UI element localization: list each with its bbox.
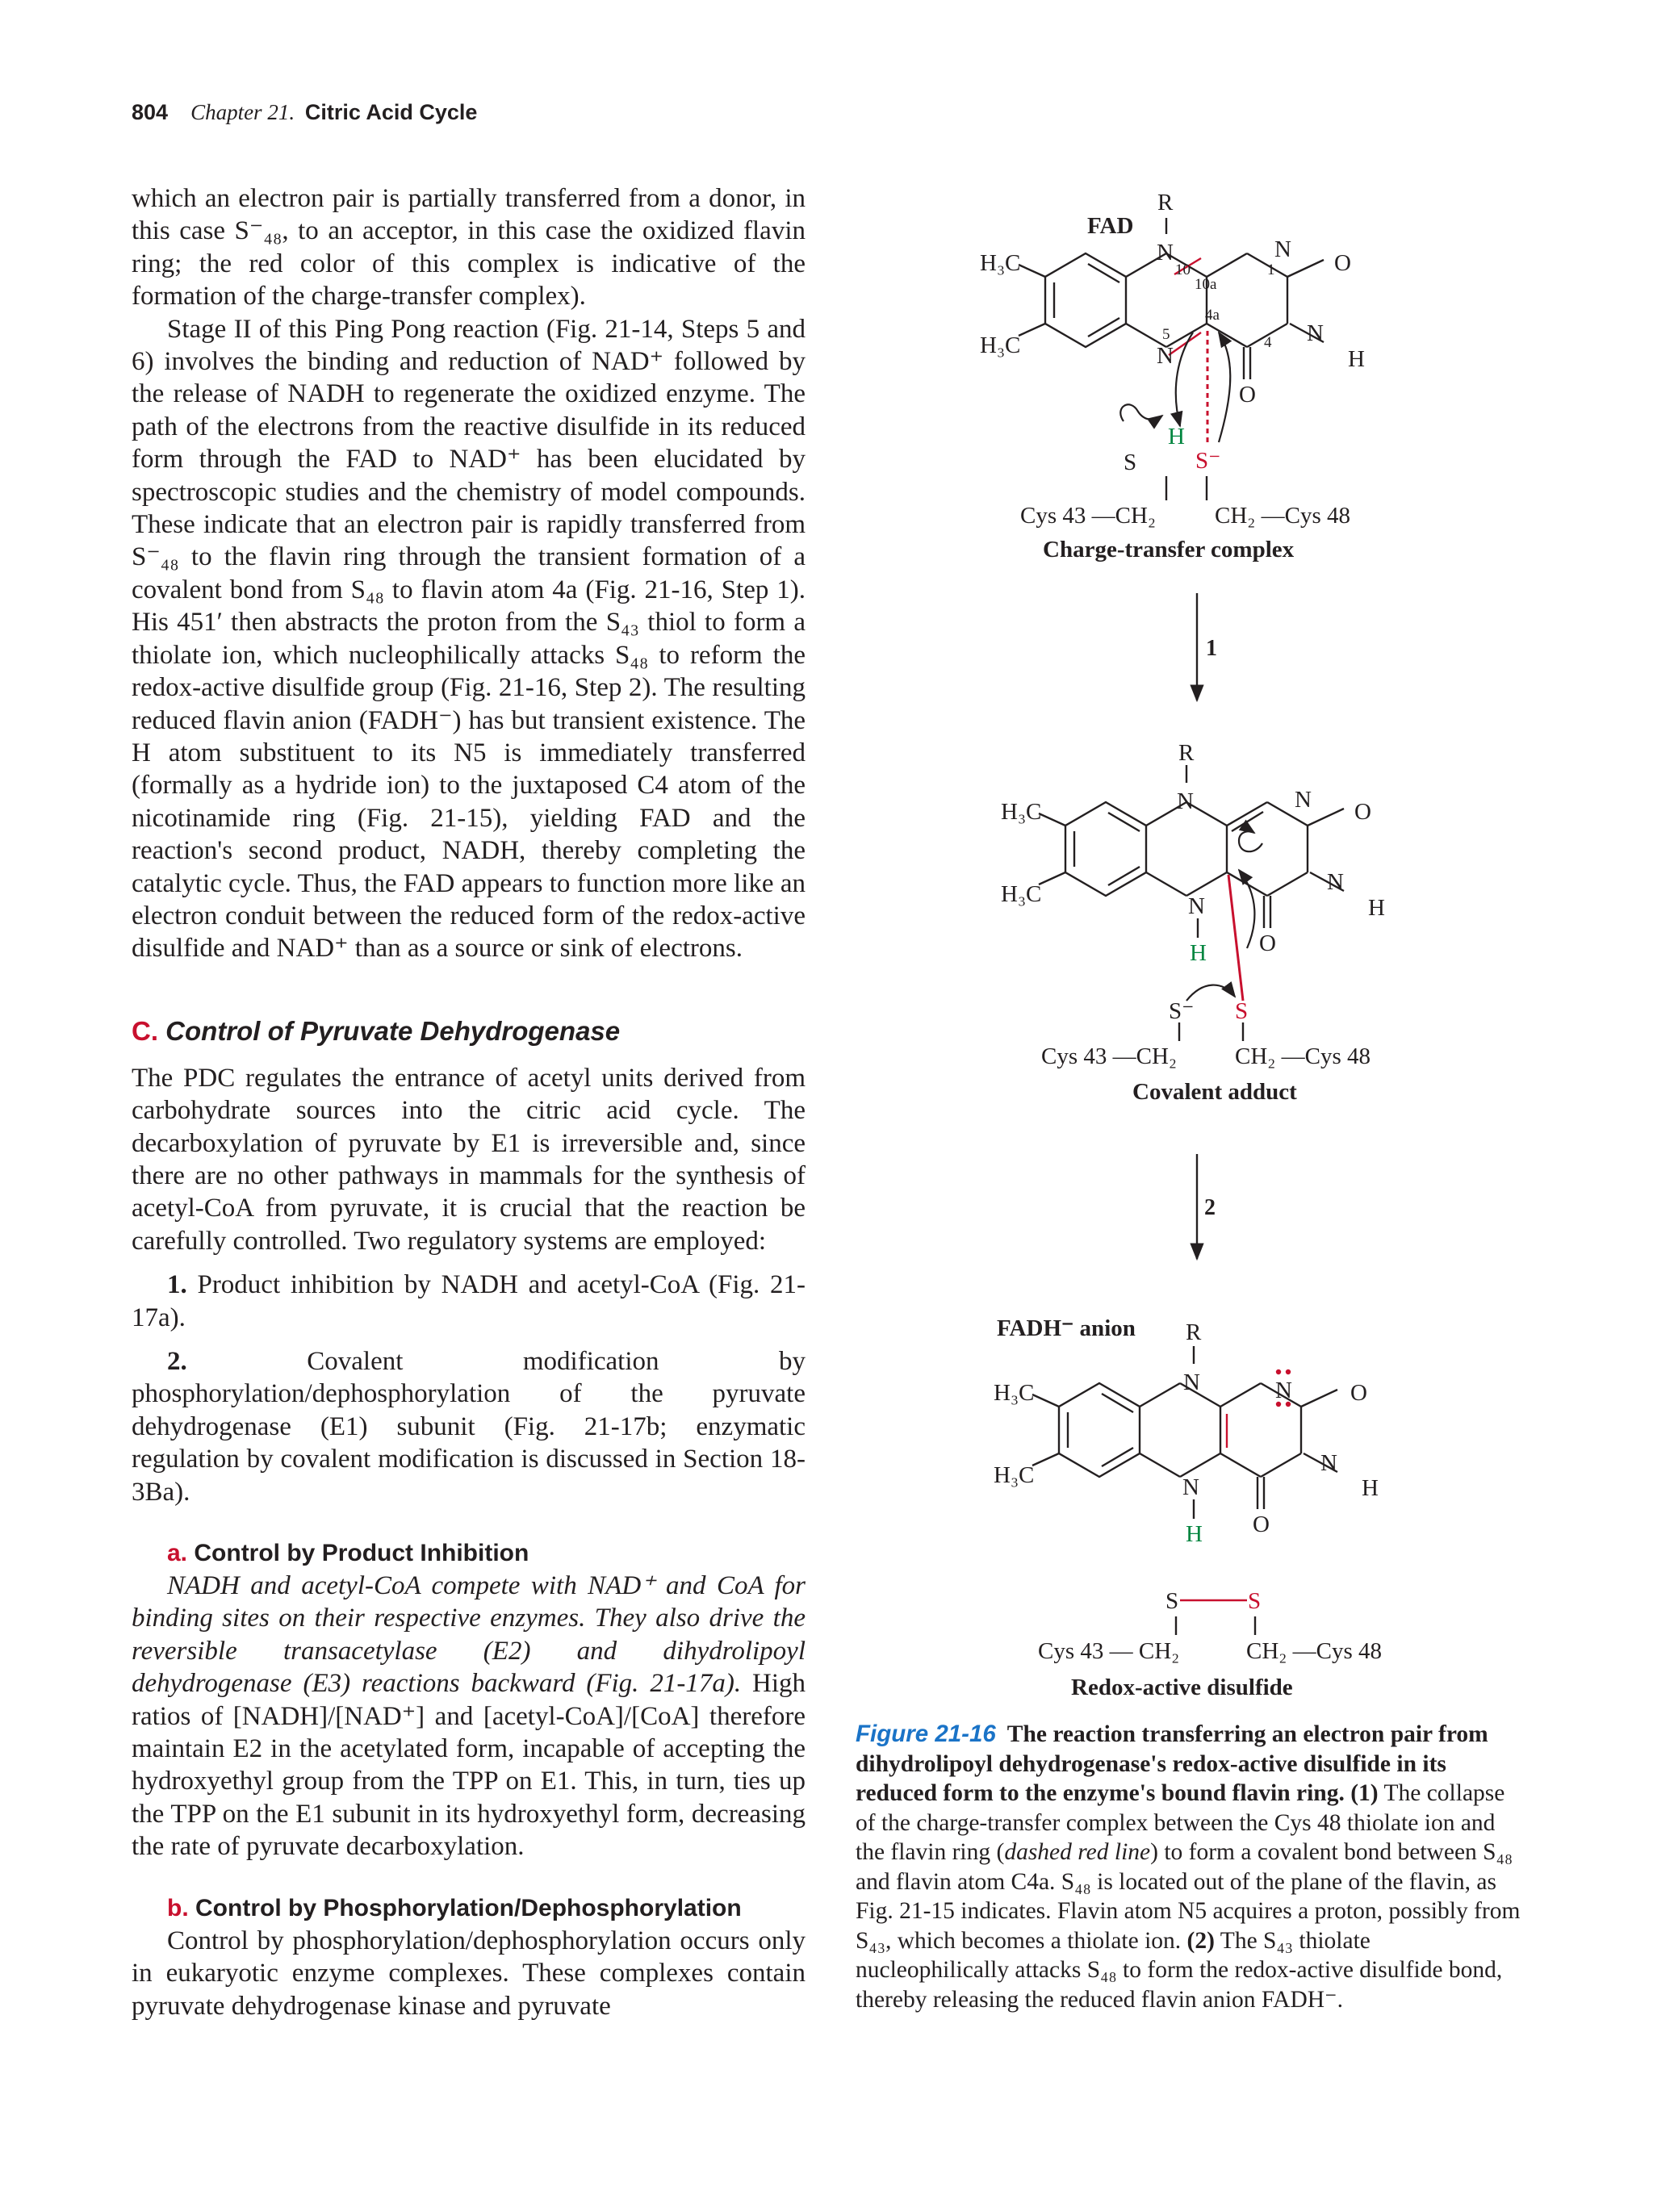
svg-text:N: N: [1307, 320, 1324, 346]
left-column: [132, 182, 806, 2022]
svg-text:N: N: [1327, 869, 1344, 895]
paragraph-4: NADH and acetyl-CoA compete with NAD⁺ and CoA for binding sites on their respective enzymes. They also drive the reversible transacetylase (E2) and dihydrolipoyl dehydrogenase (E3) reactions backward (Fig. 21-17a). High ratios of [NADH]/[NAD⁺] and [acetyl-CoA]/[CoA] therefore maintain E2 in the acetylated form, incapable of accepting the hydroxyethyl group from the TPP on E1. This, in turn, ties up the TPP on the E1 subunit in its hydroxyethyl form, decreasing the rate of pyruvate decarboxylation.: [132, 1571, 806, 1862]
svg-text:Cys 43 — CH₂: Cys 43 — CH₂: [1038, 1638, 1180, 1664]
svg-text:10a: 10a: [1195, 276, 1217, 293]
svg-text:N: N: [1177, 788, 1194, 814]
reaction-figure: [952, 182, 1437, 1716]
subsection-heading-a: a. Control by Product Inhibition: [167, 1540, 529, 1567]
svg-text:4a: 4a: [1205, 307, 1220, 324]
svg-text:S⁻: S⁻: [1169, 998, 1195, 1024]
section-letter: C.: [132, 1015, 158, 1046]
svg-text:S: S: [1124, 450, 1137, 475]
list-item-2: 2. Covalent modification by phosphorylation/dephosphorylation of the pyruvate dehydrogenase (E1) subunit (Fig. 21-17b; enzymatic regulation by covalent modification is discussed in Section 18-3Ba).: [132, 1347, 806, 1507]
svg-text:H₃C: H₃C: [980, 250, 1021, 276]
svg-text:R: R: [1186, 1319, 1202, 1345]
svg-text:O: O: [1354, 799, 1371, 825]
svg-text:10: 10: [1175, 261, 1191, 278]
svg-text:R: R: [1178, 740, 1195, 766]
svg-text:FAD: FAD: [1087, 213, 1134, 239]
svg-text:Cys 43 —CH₂: Cys 43 —CH₂: [1041, 1043, 1178, 1069]
structure-label-2: Covalent adduct: [1132, 1079, 1297, 1105]
svg-text:H₃C: H₃C: [1001, 799, 1042, 825]
svg-text:N: N: [1320, 1450, 1337, 1476]
svg-text:O: O: [1350, 1380, 1367, 1406]
structure-label-3: Redox-active disulfide: [1071, 1675, 1293, 1700]
svg-text:H: H: [1190, 940, 1207, 966]
svg-text:N: N: [1295, 787, 1312, 813]
svg-text:H: H: [1362, 1475, 1379, 1501]
svg-text:S⁻: S⁻: [1195, 448, 1221, 474]
svg-text:N: N: [1188, 893, 1205, 919]
svg-text:CH₂ —Cys 48: CH₂ —Cys 48: [1215, 503, 1351, 529]
svg-text:5: 5: [1162, 326, 1170, 343]
svg-text:H: H: [1168, 424, 1185, 450]
paragraph-5: Control by phosphorylation/dephosphorylation occurs only in eukaryotic enzyme complexes. These complexes contain pyruvate dehydrogenase kinase and pyruvate: [132, 1926, 806, 2021]
svg-text:R: R: [1157, 190, 1174, 215]
svg-text:H: H: [1348, 346, 1365, 372]
paragraph-1: which an electron pair is partially transferred from a donor, in this case S⁻₄₈, to an acceptor, in this case the oxidized flavin ring; the red color of this complex is indicative of the formation of the charge-transfer complex).: [132, 184, 806, 312]
subsection-heading-b: b. Control by Phosphorylation/Dephosphorylation: [167, 1894, 742, 1921]
svg-text:O: O: [1259, 930, 1276, 956]
svg-text:1: 1: [1267, 261, 1275, 278]
svg-text:S: S: [1248, 1588, 1262, 1614]
svg-text:CH₂ —Cys 48: CH₂ —Cys 48: [1246, 1638, 1383, 1664]
paragraph-3: The PDC regulates the entrance of acetyl units derived from carbohydrate sources into the citric acid cycle. The decarboxylation of pyruvate by E1 is irreversible and, since there are no other pathways in mammals for the synthesis of acetyl-CoA from pyruvate, it is crucial that the reaction be carefully controlled. Two regulatory systems are employed:: [132, 1063, 806, 1256]
svg-text:N: N: [1182, 1474, 1199, 1500]
svg-text:N: N: [1275, 1378, 1292, 1403]
svg-text:O: O: [1239, 382, 1256, 408]
step-1-label: 1: [1206, 636, 1217, 661]
svg-text:H₃C: H₃C: [994, 1462, 1035, 1488]
svg-text:S: S: [1235, 998, 1249, 1024]
section-heading-c: [132, 1015, 806, 1047]
figure-caption: Figure 21-16 The reaction transferring an electron pair from dihydrolipoyl dehydrogenase's redox-active disulfide in its reduced form to the enzyme's bound flavin ring. (1) The collapse of the charge-transfer complex between the Cys 48 thiolate ion and the flavin ring (dashed red line) to form a covalent bond between S₄₈ and flavin atom C4a. S₄₈ is located out of the plane of the flavin, as Fig. 21-15 indicates. Flavin atom N5 acquires a proton, possibly from S₄₃, which becomes a thiolate ion. (2) The S₄₃ thiolate nucleophilically attacks S₄₈ to form the redox-active disulfide bond, thereby releasing the reduced flavin anion FADH⁻.: [856, 1721, 1521, 2013]
svg-text:Cys 43 —CH₂: Cys 43 —CH₂: [1020, 503, 1157, 529]
chapter-label: Chapter 21.: [190, 100, 295, 124]
svg-text:O: O: [1334, 250, 1351, 276]
step-2-label: 2: [1204, 1195, 1216, 1220]
svg-text:H₃C: H₃C: [994, 1380, 1035, 1406]
svg-text:N: N: [1183, 1369, 1200, 1395]
svg-text:H: H: [1186, 1521, 1203, 1547]
svg-text:FADH⁻ anion: FADH⁻ anion: [997, 1315, 1136, 1341]
svg-text:O: O: [1253, 1512, 1270, 1537]
page-number: 804: [132, 100, 169, 124]
svg-text:N: N: [1157, 343, 1174, 369]
svg-text:H₃C: H₃C: [1001, 881, 1042, 907]
svg-text:H: H: [1368, 895, 1385, 921]
list-item-1: 1. Product inhibition by NADH and acetyl-CoA (Fig. 21-17a).: [132, 1270, 806, 1332]
running-header: [132, 100, 477, 125]
paragraph-2: Stage II of this Ping Pong reaction (Fig. 21-14, Steps 5 and 6) involves the binding and reduction of NAD⁺ followed by the release of NADH to regenerate the oxidized enzyme. The path of the electrons from the reactive disulfide in its reduced form through the FAD to NAD⁺ has been elucidated by spectroscopic studies and the chemistry of model compounds. These indicate that an electron pair is rapidly transferred from S⁻₄₈ to the flavin ring through the transient formation of a covalent bond from S₄₈ to flavin atom 4a (Fig. 21-16, Step 1). His 451′ then abstracts the proton from the S₄₃ thiol to form a thiolate ion, which nucleophilically attacks S₄₈ to reform the redox-active disulfide group (Fig. 21-16, Step 2). The resulting reduced flavin anion (FADH⁻) has but transient existence. The H atom substituent to its N5 is immediately transferred (formally as a hydride ion) to the juxtaposed C4 atom of the nicotinamide ring (Fig. 21-15), yielding FAD and the reaction's second product, NADH, thereby completing the catalytic cycle. Thus, the FAD appears to function more like an electron conduit between the reduced form of the redox-active disulfide and NAD⁺ than as a source or sink of electrons.: [132, 314, 806, 964]
svg-text:S: S: [1165, 1588, 1179, 1614]
svg-text:CH₂ —Cys 48: CH₂ —Cys 48: [1235, 1043, 1371, 1069]
svg-text:N: N: [1157, 240, 1174, 266]
figure-number: Figure 21-16: [856, 1721, 996, 1747]
section-title: Control of Pyruvate Dehydrogenase: [165, 1015, 621, 1046]
svg-text:N: N: [1274, 236, 1291, 262]
structure-label-1: Charge-transfer complex: [1043, 537, 1295, 562]
chapter-title: Citric Acid Cycle: [304, 100, 478, 124]
svg-text:H₃C: H₃C: [980, 332, 1021, 358]
svg-text:4: 4: [1264, 334, 1272, 351]
